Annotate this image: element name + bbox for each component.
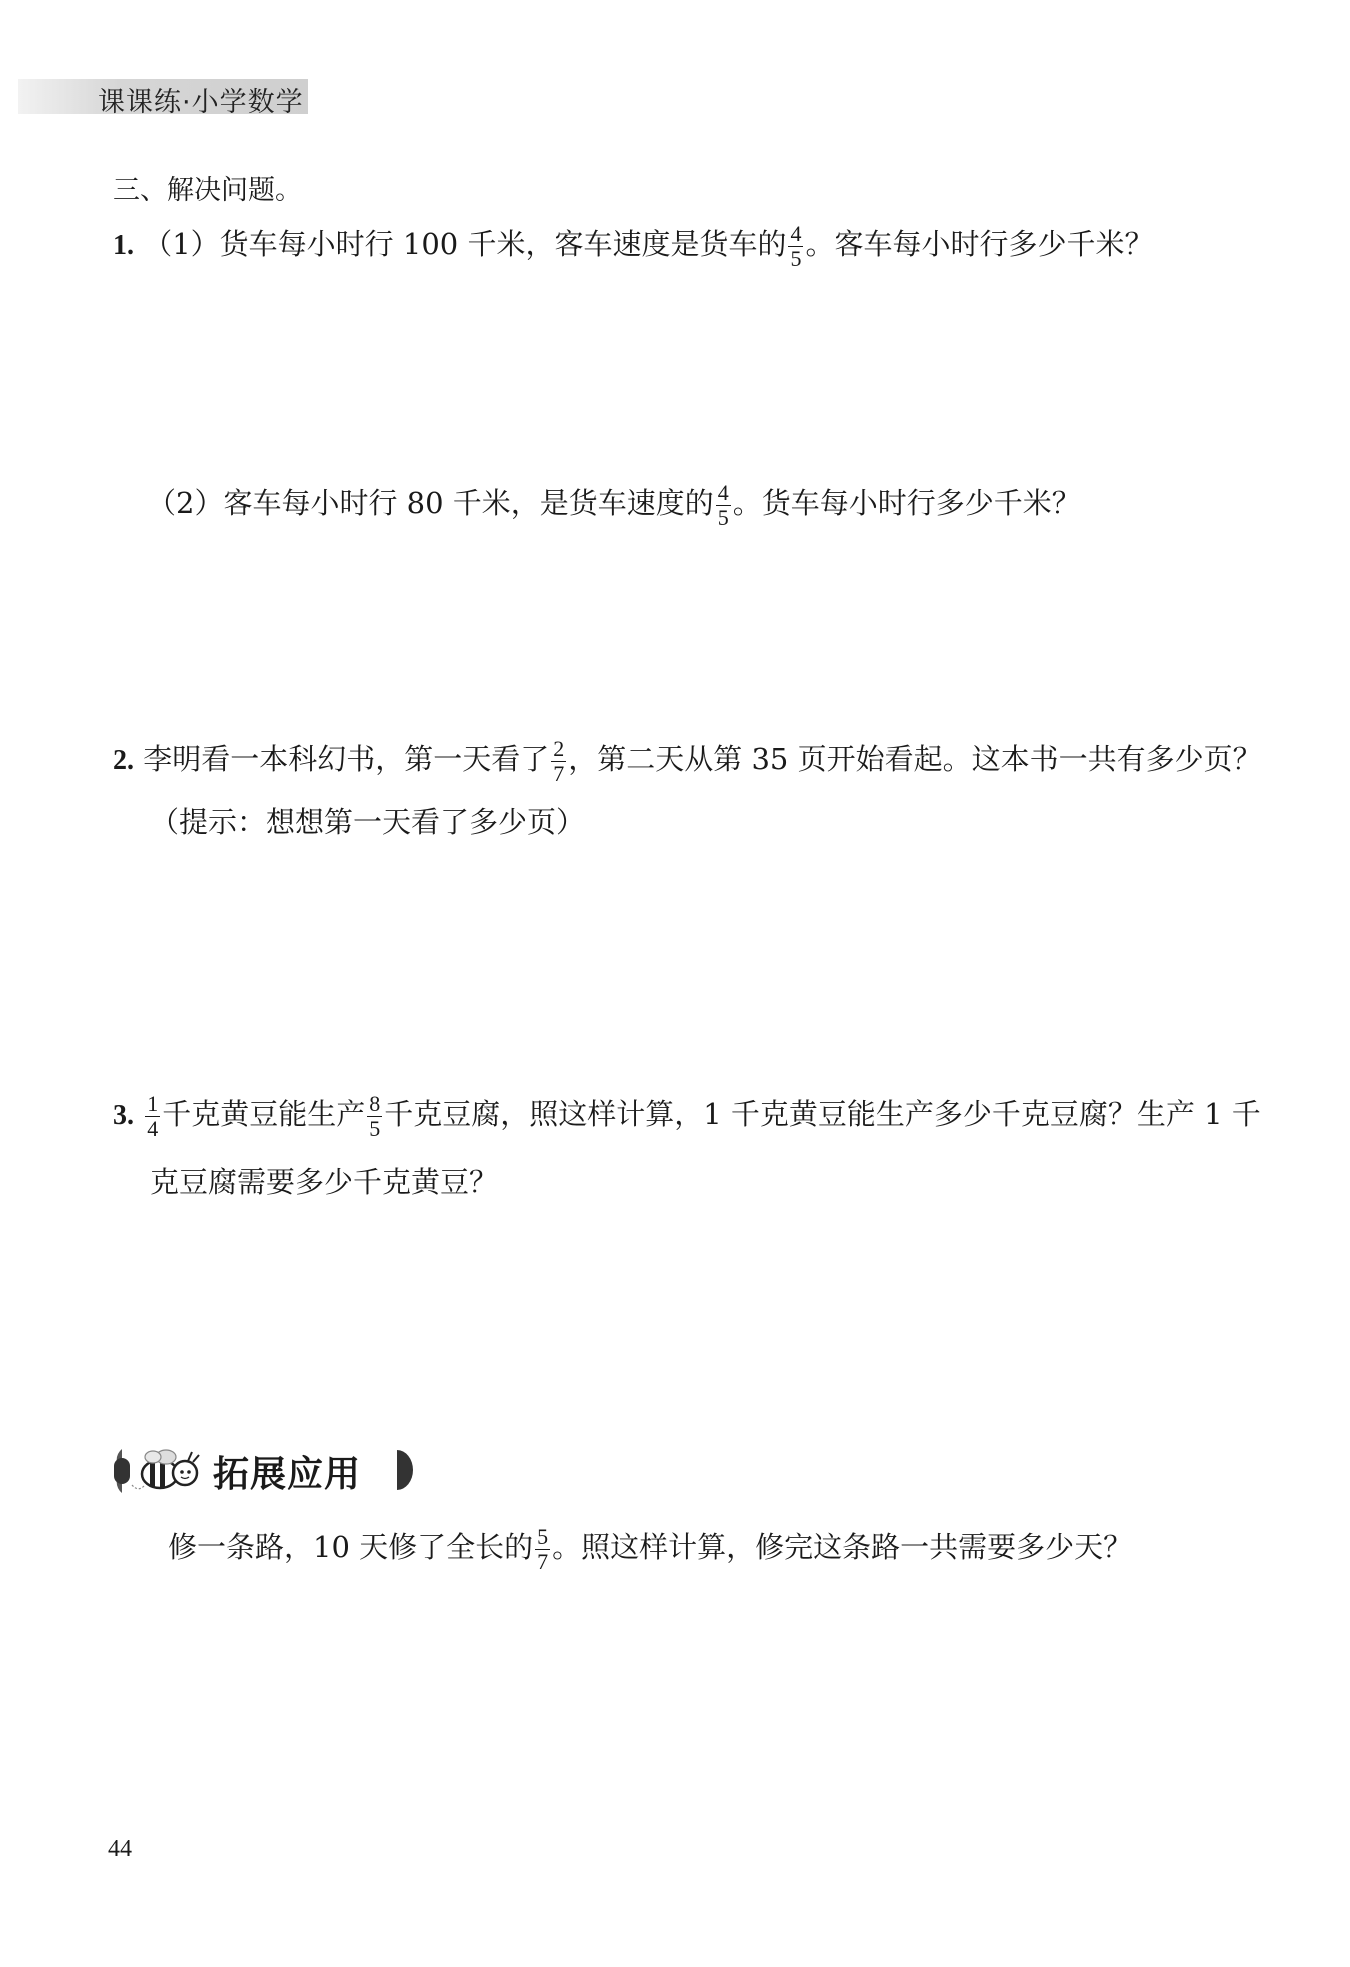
fraction bbox=[716, 481, 731, 528]
fraction bbox=[551, 737, 566, 784]
question-2-text-post: ，第二天从第 35 页开始看起。这本书一共有多少页？ bbox=[568, 742, 1262, 776]
question-3-number: 3. bbox=[113, 1100, 134, 1131]
question-3-text-mid: 千克黄豆能生产 bbox=[162, 1097, 366, 1131]
question-1-part-1-text-post: 。客车每小时行多少千米？ bbox=[805, 227, 1154, 261]
question-3-line-2: 克豆腐需要多少千克黄豆？ bbox=[150, 1165, 499, 1199]
fraction-numerator: 8 bbox=[369, 1091, 381, 1117]
extension-header bbox=[108, 1440, 413, 1502]
fraction-numerator: 5 bbox=[537, 1524, 549, 1550]
question-1-part-2-text-post: 。货车每小时行多少千米？ bbox=[732, 486, 1081, 520]
question-1-part-2 bbox=[147, 481, 1081, 529]
fraction bbox=[535, 1525, 550, 1572]
extension-text-post: 。照这样计算，修完这条路一共需要多少天？ bbox=[552, 1530, 1133, 1564]
question-2-text-pre: 李明看一本科幻书，第一天看了 bbox=[143, 742, 550, 776]
fraction-denominator: 5 bbox=[790, 245, 802, 271]
extension-problem bbox=[168, 1525, 1132, 1573]
question-2-number: 2. bbox=[113, 745, 134, 776]
section-title: 三、解决问题。 bbox=[113, 175, 302, 206]
fraction-numerator: 1 bbox=[147, 1091, 159, 1117]
fraction bbox=[788, 222, 803, 269]
fraction-denominator: 7 bbox=[553, 760, 565, 786]
question-1-part-1 bbox=[113, 222, 1153, 270]
fraction bbox=[367, 1092, 382, 1139]
question-1-part-1-text-pre: （1）货车每小时行 100 千米，客车速度是货车的 bbox=[143, 227, 787, 261]
fraction-numerator: 4 bbox=[790, 221, 802, 247]
question-1-number: 1. bbox=[113, 230, 134, 261]
extension-text-pre: 修一条路，10 天修了全长的 bbox=[168, 1530, 534, 1564]
half-circle-decoration bbox=[393, 1450, 413, 1490]
page-number: 44 bbox=[108, 1836, 132, 1862]
fraction bbox=[145, 1092, 160, 1139]
fraction-denominator: 7 bbox=[537, 1548, 549, 1574]
question-3-text-post: 千克豆腐，照这样计算，1 千克黄豆能生产多少千克豆腐？生产 1 千 bbox=[384, 1097, 1261, 1131]
header-title: 课课练·小学数学 bbox=[98, 87, 304, 118]
fraction-numerator: 2 bbox=[553, 736, 565, 762]
extension-title: 拓展应用 bbox=[213, 1454, 362, 1495]
fraction-denominator: 5 bbox=[369, 1115, 381, 1141]
question-2-hint: （提示：想想第一天看了多少页） bbox=[150, 805, 586, 839]
question-2 bbox=[113, 737, 1262, 785]
question-1-part-2-text-pre: （2）客车每小时行 80 千米，是货车速度的 bbox=[147, 486, 714, 520]
fraction-numerator: 4 bbox=[717, 480, 729, 506]
question-3 bbox=[113, 1092, 1261, 1140]
fraction-denominator: 5 bbox=[717, 504, 729, 530]
fraction-denominator: 4 bbox=[147, 1115, 159, 1141]
